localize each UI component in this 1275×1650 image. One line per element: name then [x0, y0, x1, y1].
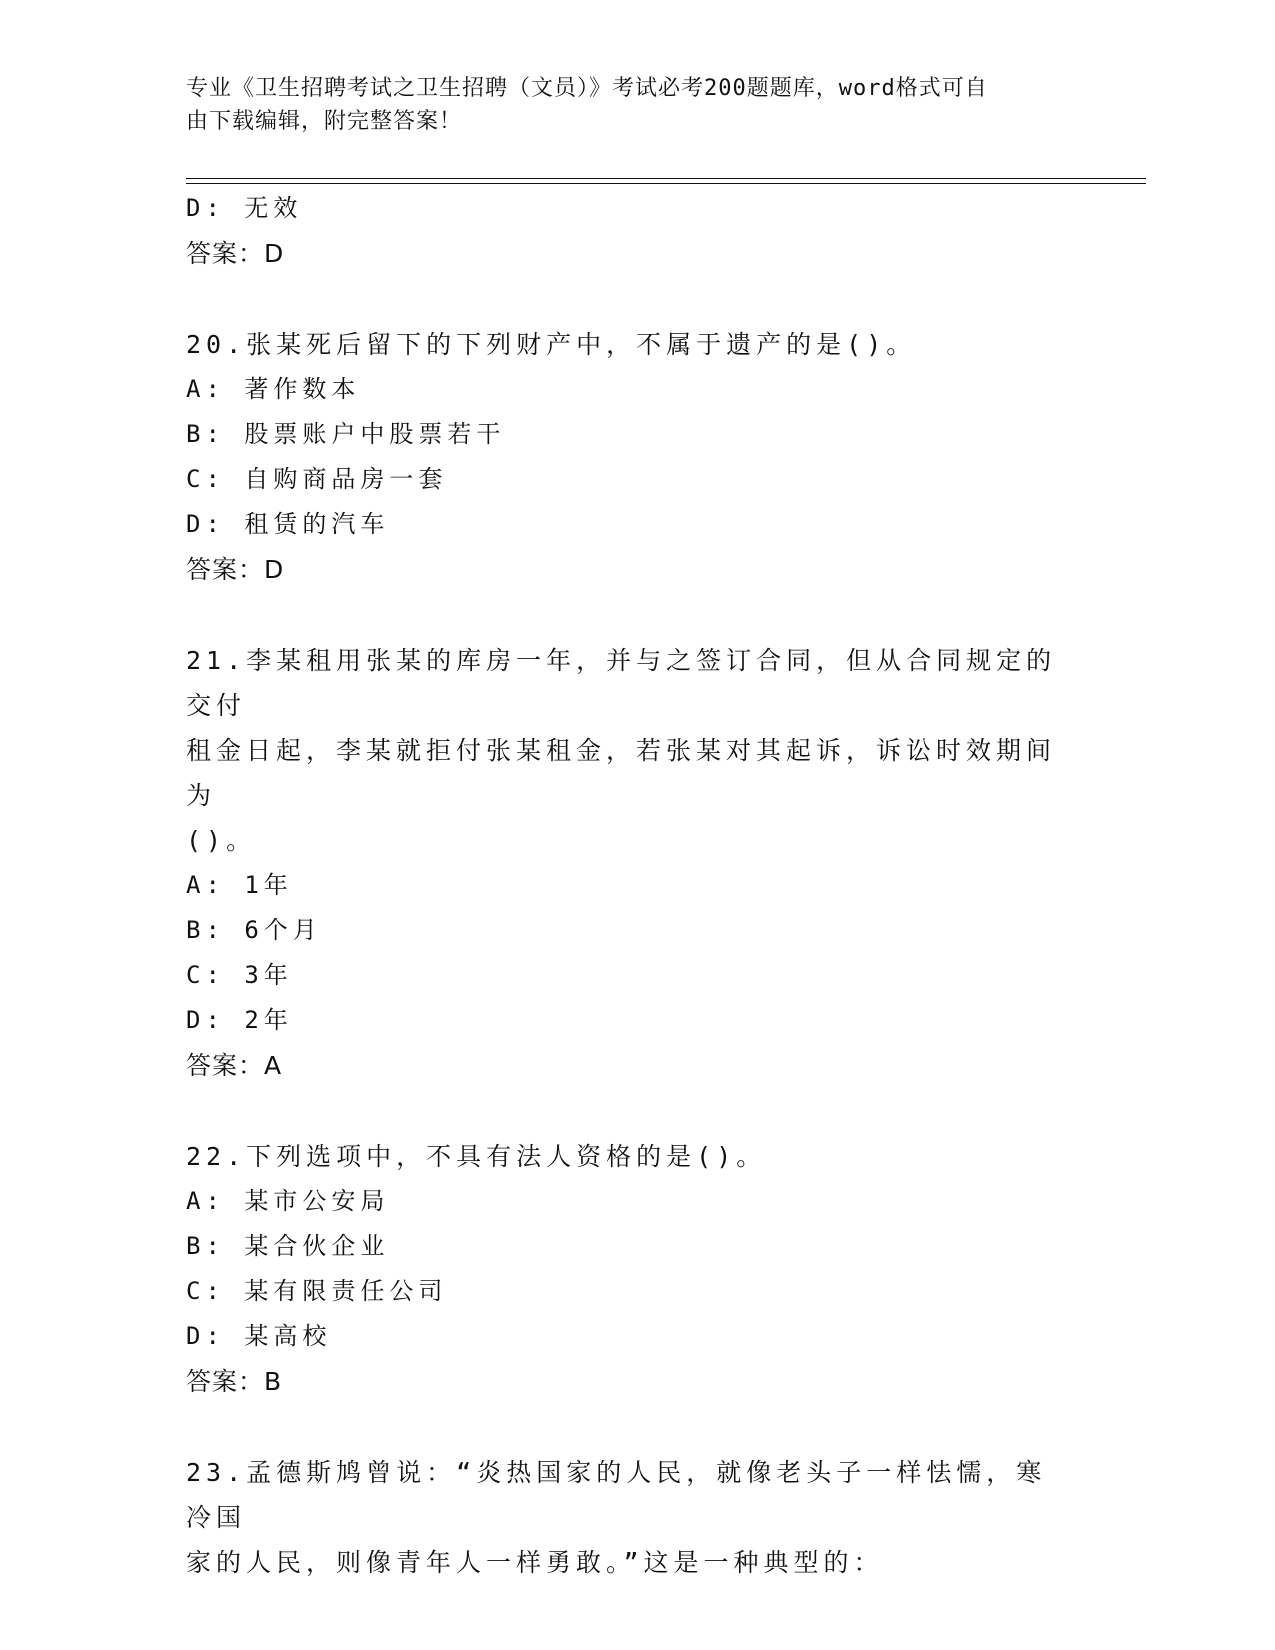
option-d: D: 2年 — [186, 1006, 293, 1034]
question-22 — [186, 1134, 1076, 1405]
option-c: C: 某有限责任公司 — [186, 1277, 448, 1305]
question-title-line-3: ()。 — [186, 826, 257, 855]
question-21 — [186, 638, 1076, 1089]
question-title-line-2: 家的人民，则像青年人一样勇敢。”这是一种典型的： — [186, 1548, 884, 1577]
option-b: B: 6个月 — [186, 916, 322, 944]
spacer — [186, 1405, 1076, 1450]
question-19-tail — [186, 186, 1076, 277]
option-d: D: 某高校 — [186, 1322, 332, 1350]
answer-line: 答案：A — [186, 1051, 283, 1080]
question-23 — [186, 1450, 1076, 1585]
option-c: C: 3年 — [186, 961, 293, 989]
spacer — [186, 277, 1076, 322]
question-title-line-1: 21.李某租用张某的库房一年，并与之签订合同，但从合同规定的交付 — [186, 646, 1057, 720]
header-title-line-1: 专业《卫生招聘考试之卫生招聘（文员）》考试必考200题题库，word格式可自 — [186, 76, 988, 101]
option-a: A: 1年 — [186, 871, 293, 899]
option-d: D: 租赁的汽车 — [186, 510, 390, 538]
answer-line: 答案：D — [186, 555, 285, 584]
option-c: C: 自购商品房一套 — [186, 465, 448, 493]
option-a: A: 某市公安局 — [186, 1187, 390, 1215]
question-title: 22.下列选项中，不具有法人资格的是()。 — [186, 1142, 767, 1171]
answer-line: 答案：B — [186, 1367, 283, 1396]
header-rule-top — [186, 178, 1146, 179]
document-body — [186, 186, 1076, 1585]
header-rule-bottom — [186, 183, 1146, 184]
spacer — [186, 593, 1076, 638]
option-d: D: 无效 — [186, 194, 303, 222]
question-20 — [186, 322, 1076, 593]
answer-line: 答案：D — [186, 239, 285, 268]
option-a: A: 著作数本 — [186, 375, 361, 403]
question-title: 20.张某死后留下的下列财产中，不属于遗产的是()。 — [186, 330, 917, 359]
document-header — [186, 72, 1066, 138]
header-title-line-2: 由下载编辑，附完整答案！ — [186, 109, 463, 134]
option-b: B: 某合伙企业 — [186, 1232, 390, 1260]
option-b: B: 股票账户中股票若干 — [186, 420, 506, 448]
spacer — [186, 1089, 1076, 1134]
question-title-line-2: 租金日起，李某就拒付张某租金，若张某对其起诉，诉讼时效期间为 — [186, 736, 1057, 810]
question-title-line-1: 23.孟德斯鸠曾说：“炎热国家的人民，就像老头子一样怯懦，寒冷国 — [186, 1458, 1047, 1532]
